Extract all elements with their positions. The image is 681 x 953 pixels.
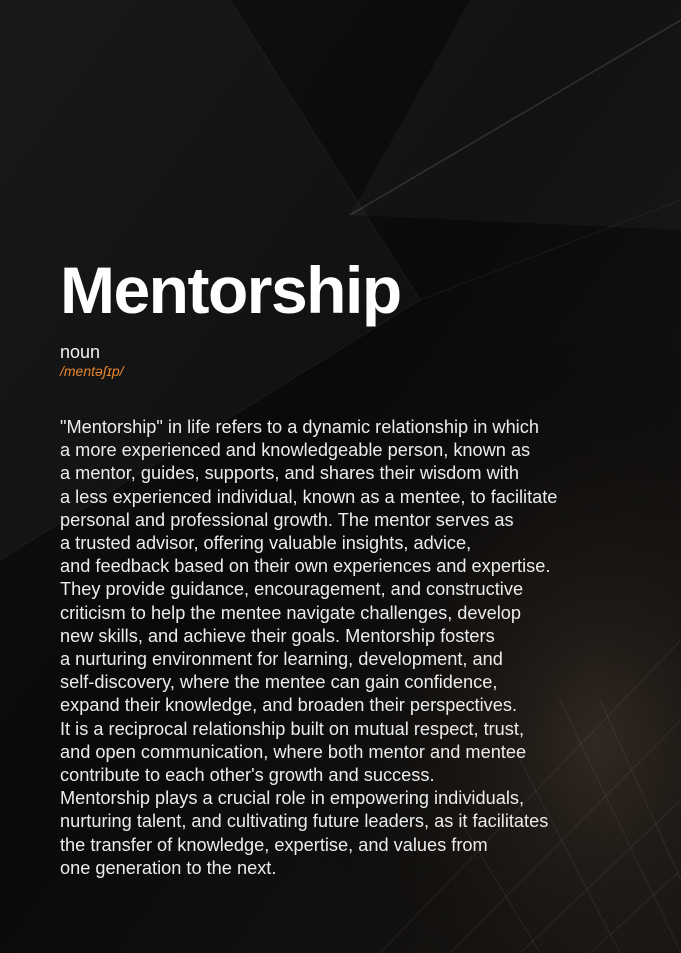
definition-line: a nurturing environment for learning, development, and — [60, 649, 503, 670]
definition-line: and feedback based on their own experiences and expertise. — [60, 556, 551, 577]
definition-line: a more experienced and knowledgeable person, known as — [60, 440, 531, 461]
definition-line: criticism to help the mentee navigate challenges, develop — [60, 602, 522, 623]
definition-line: They provide guidance, encouragement, and constructive — [60, 579, 524, 600]
definition-line: "Mentorship" in life refers to a dynamic relationship in which — [60, 417, 539, 437]
definition-line: and open communication, where both mentor and mentee — [60, 741, 527, 762]
definition-line: contribute to each other's growth and success. — [60, 765, 435, 786]
definition-line: It is a reciprocal relationship built on mutual respect, trust, — [60, 718, 524, 739]
definition-line: self-discovery, where the mentee can gain confidence, — [60, 672, 498, 693]
definition-line: a mentor, guides, supports, and shares their wisdom with — [60, 463, 519, 484]
part-of-speech: noun — [60, 342, 101, 362]
definition-line: a less experienced individual, known as a mentee, to facilitate — [60, 486, 558, 507]
definition-line: the transfer of knowledge, expertise, and values from — [60, 834, 488, 855]
definition-line: nurturing talent, and cultivating future leaders, as it facilitates — [60, 811, 549, 832]
page-title: Mentorship — [60, 253, 401, 327]
definition-line: Mentorship plays a crucial role in empowering individuals, — [60, 788, 525, 809]
definition-line: personal and professional growth. The mentor serves as — [60, 509, 514, 530]
definition-line: new skills, and achieve their goals. Mentorship fosters — [60, 625, 495, 646]
definition-line: one generation to the next. — [60, 857, 277, 878]
definition-body — [60, 416, 650, 880]
definition-line: expand their knowledge, and broaden their perspectives. — [60, 695, 518, 716]
definition-line: a trusted advisor, offering valuable insights, advice, — [60, 533, 472, 554]
definition-card — [60, 252, 650, 880]
pronunciation: /mentəʃɪp/ — [60, 363, 124, 379]
